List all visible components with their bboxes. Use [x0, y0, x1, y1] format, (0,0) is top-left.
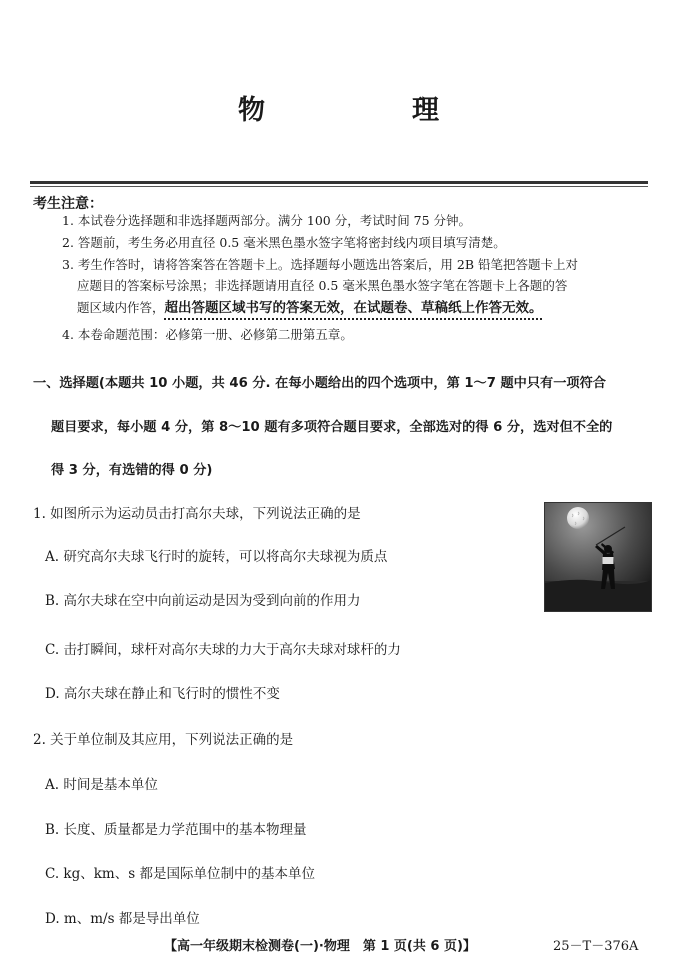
section-heading-line3: 得 3 分，有选错的得 0 分): [51, 463, 213, 478]
question-1-option-a: A. 研究高尔夫球飞行时的旋转，可以将高尔夫球视为质点: [45, 549, 388, 565]
question-1-option-b: B. 高尔夫球在空中向前运动是因为受到向前的作用力: [45, 593, 361, 609]
header-divider: [30, 181, 648, 184]
page-footer: 【高一年级期末检测卷(一)·物理 第 1 页(共 6 页)】: [164, 939, 476, 954]
page-title: 物 理: [238, 95, 499, 126]
notice-heading: 考生注意：: [33, 196, 103, 212]
question-1-option-d: D. 高尔夫球在静止和飞行时的惯性不变: [45, 686, 280, 702]
question-2-option-c: C. kg、km、s 都是国际单位制中的基本单位: [45, 866, 315, 882]
notice-item-2: 2. 答题前，考生务必用直径 0.5 毫米黑色墨水签字笔将密封线内项目填写清楚。: [62, 235, 506, 250]
notice-emphasis: 超出答题区域书写的答案无效，在试题卷、草稿纸上作答无效。: [164, 300, 543, 316]
notice-item-3-tail: 题区域内作答，: [77, 300, 165, 315]
golfer-photo: [544, 502, 652, 612]
notice-item-3-cont2: [77, 298, 543, 318]
question-1-stem: 1. 如图所示为运动员击打高尔夫球，下列说法正确的是: [33, 506, 361, 522]
paper-code: 25－T－376A: [553, 939, 639, 954]
notice-item-3: 3. 考生作答时，请将答案答在答题卡上。选择题每小题选出答案后，用 2B 铅笔把答题卡上对: [62, 257, 578, 272]
notice-item-4: 4. 本卷命题范围：必修第一册、必修第二册第五章。: [62, 327, 353, 342]
golfer-illustration: [545, 503, 651, 611]
question-2-option-d: D. m、m/s 都是导出单位: [45, 911, 200, 927]
notice-item-1: 1. 本试卷分选择题和非选择题两部分。满分 100 分，考试时间 75 分钟。: [62, 213, 472, 228]
question-1-option-c: C. 击打瞬间，球杆对高尔夫球的力大于高尔夫球对球杆的力: [45, 642, 401, 658]
question-2-option-a: A. 时间是基本单位: [45, 777, 158, 793]
section-heading-line1: 一、选择题(本题共 10 小题，共 46 分. 在每小题给出的四个选项中，第 1～7 题中只有一项符合: [33, 376, 606, 391]
header-divider-thin: [30, 186, 648, 187]
notice-item-3-cont: 应题目的答案标号涂黑；非选择题请用直径 0.5 毫米黑色墨水签字笔在答题卡上各题的答: [77, 278, 568, 293]
section-heading-line2: 题目要求，每小题 4 分，第 8～10 题有多项符合题目要求，全部选对的得 6 分，选对但不全的: [51, 420, 613, 435]
question-2-option-b: B. 长度、质量都是力学范围中的基本物理量: [45, 822, 307, 838]
question-2-stem: 2. 关于单位制及其应用，下列说法正确的是: [33, 732, 294, 748]
